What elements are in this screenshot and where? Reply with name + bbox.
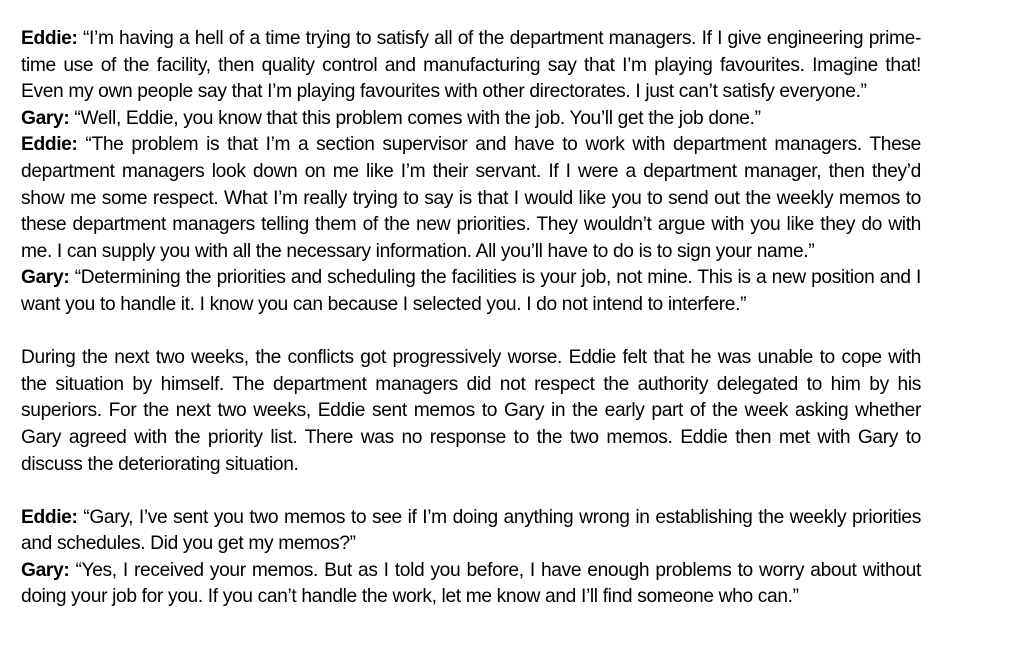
document-page bbox=[21, 26, 921, 611]
dialogue-line bbox=[21, 505, 921, 558]
dialogue-text: “Gary, I’ve sent you two memos to see if I’m doing anything wrong in establishing the weekly priorities and schedules. Did you get my memos?” bbox=[21, 506, 921, 555]
speaker-name: Eddie: bbox=[21, 506, 78, 528]
narrative-paragraph: During the next two weeks, the conflicts got progressively worse. Eddie felt that he was unable to cope with the situation by himself. The department managers did not respect the authority delegated to him by his superiors. For the next two weeks, Eddie sent memos to Gary in the early part of the week asking whether Gary agreed with the priority list. There was no response to the two memos. Eddie then met with Gary to discuss the deteriorating situation. bbox=[21, 347, 921, 475]
dialogue-line bbox=[21, 132, 921, 265]
paragraph-spacer bbox=[21, 319, 921, 346]
dialogue-text: “Well, Eddie, you know that this problem comes with the job. You’ll get the job done.” bbox=[69, 107, 761, 129]
speaker-name: Eddie: bbox=[21, 134, 78, 156]
dialogue-text: “Yes, I received your memos. But as I told you before, I have enough problems to worry about without doing your job for you. If you can’t handle the work, let me know and I’ll find someone who can.” bbox=[21, 559, 921, 608]
dialogue-line bbox=[21, 106, 921, 133]
speaker-name: Gary: bbox=[21, 559, 70, 581]
dialogue-line bbox=[21, 265, 921, 318]
dialogue-text: “The problem is that I’m a section supervisor and have to work with department managers. These department managers look down on me like I’m their servant. If I were a department manager, then they’d show me some respect. What I’m really trying to say is that I would like you to send out the weekly memos to these department managers telling them of the new priorities. They wouldn’t argue with you like they do with me. I can supply you with all the necessary information. All you’ll have to do is to sign your name.” bbox=[21, 134, 921, 262]
dialogue-line bbox=[21, 558, 921, 611]
dialogue-text: “Determining the priorities and scheduling the facilities is your job, not mine. This is a new position and I want you to handle it. I know you can because I selected you. I do not intend to interfere.” bbox=[21, 267, 921, 315]
speaker-name: Eddie: bbox=[21, 28, 78, 49]
speaker-name: Gary: bbox=[21, 107, 70, 129]
speaker-name: Gary: bbox=[21, 267, 70, 289]
dialogue-line bbox=[21, 26, 921, 106]
dialogue-text: “I’m having a hell of a time trying to satisfy all of the department managers. If I give engineering prime-time use of the facility, then quality control and manufacturing say that I’m playing favourites. Imagine that! Even my own people say that I’m playing favourites with other directorates. I just can’t satisfy everyone.” bbox=[21, 28, 921, 103]
paragraph-spacer bbox=[21, 478, 921, 505]
